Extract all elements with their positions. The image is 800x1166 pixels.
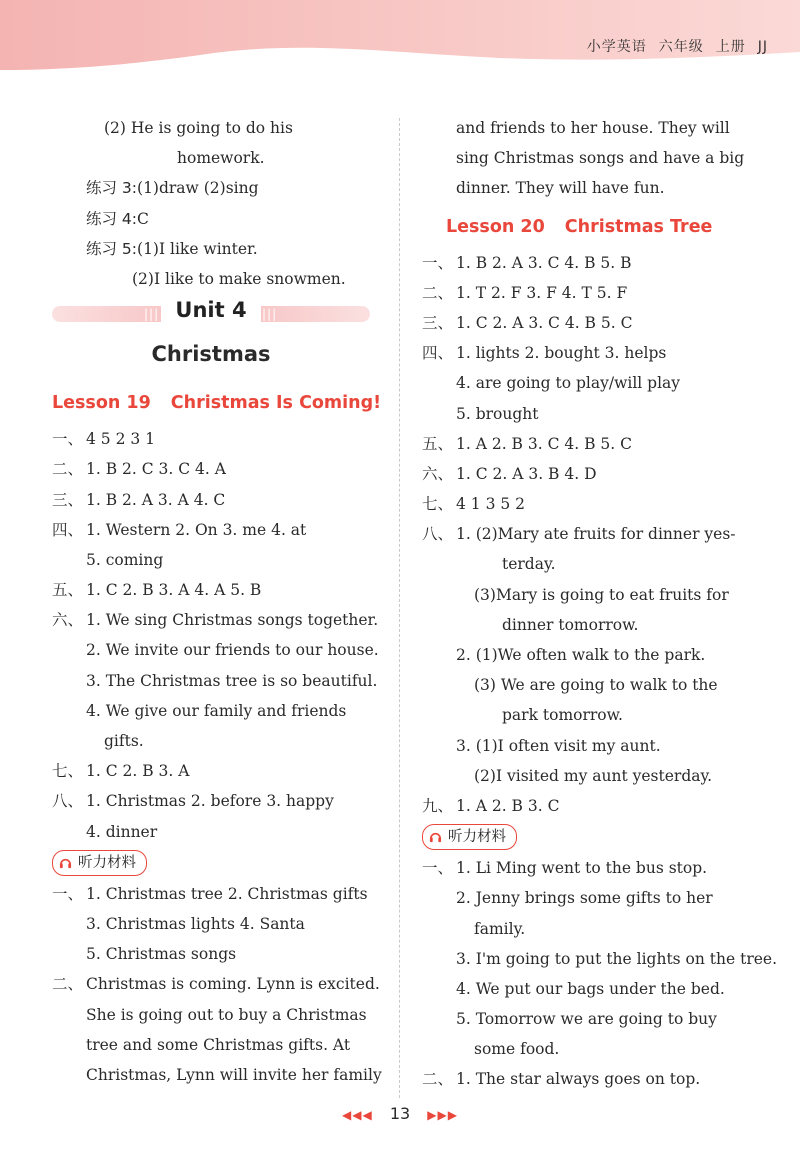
answer-line [52,969,380,999]
answer-text: (3)Mary is going to eat fruits for [474,585,729,604]
left-pre-answers [52,113,372,294]
answer-text: gifts. [104,732,144,750]
answer-line [422,1064,744,1094]
section-label: 二、 [52,975,84,994]
section-label: 一、 [52,884,84,903]
answer-line [52,666,378,696]
answer-text: 3. Christmas lights 4. Santa [86,914,305,933]
section-label: 三、 [422,313,454,332]
answer-line [52,756,372,786]
answer-text: 1. The star always goes on top. [456,1070,701,1089]
page-number: 13 [389,1104,411,1123]
left-column [52,113,382,1090]
answer-text: park tomorrow. [502,706,623,725]
section-label: 六、 [52,611,84,630]
answer-text: 5. Christmas songs [86,945,237,964]
answer-text: 4. dinner [86,822,158,841]
answer-text: 3. The Christmas tree is so beautiful. [86,671,378,690]
answer-text: (1)I like winter. [137,239,258,258]
answer-text: family. [474,919,526,938]
answer-line [52,173,372,203]
answer-line [422,761,744,791]
lesson-name: Christmas Is Coming! [170,393,382,414]
paragraph-line: and friends to her house. They will [456,119,730,137]
answer-text: 1. C 2. B 3. A 4. A 5. B [86,581,262,600]
lesson-title [446,204,744,248]
section-label: 五、 [422,434,454,453]
answer-text: 5. Tomorrow we are going to buy [456,1010,717,1029]
header-volume: 上册 [715,39,746,55]
page-number-footer [0,1104,800,1123]
answer-text: 1. T 2. F 3. F 4. T 5. F [456,283,628,302]
listening-material-badge [422,824,517,850]
answer-line [422,549,744,579]
answer-line [52,234,372,264]
answer-line [422,914,744,944]
answer-line [422,399,744,429]
answer-text: 1. B 2. A 3. A 4. C [86,490,226,509]
lesson-number: Lesson 20 [446,216,545,237]
answer-line [52,545,372,575]
answer-text: dinner tomorrow. [502,615,639,634]
right-column [422,113,778,1095]
paragraph-line: dinner. They will have fun. [456,179,665,198]
answer-line [52,726,372,756]
answer-line [422,731,744,761]
answer-line [422,580,744,610]
answer-text: 1. C 2. A 3. B 4. D [456,464,597,483]
answer-line [422,791,744,821]
section-label: 四、 [52,520,84,539]
unit-header [52,298,372,336]
answer-text: 4. We put our bags under the bed. [456,979,725,998]
answer-line [52,424,372,454]
answer-text: 3. (1)I often visit my aunt. [456,736,661,755]
answer-line [422,308,744,338]
answer-text: 1. Christmas tree 2. Christmas gifts [86,884,368,903]
answer-line [422,853,744,883]
answer-line [422,489,744,519]
column-divider [399,118,400,1098]
section-label: 七、 [52,762,84,781]
answer-text: 2. Jenny brings some gifts to her [456,889,713,908]
answer-line [422,338,744,368]
answer-text: 5. coming [86,550,164,569]
answer-line [422,974,744,1004]
section-label: 五、 [52,581,84,600]
answer-text: (2) He is going to do his [104,119,293,137]
unit-subtitle: Christmas [151,342,271,367]
section-label: 一、 [422,859,454,878]
section-label: 九、 [422,796,454,815]
unit-bar: ||| ||| [52,306,370,322]
answer-text: 1. lights 2. bought 3. helps [456,344,667,363]
answer-line [52,879,372,909]
answer-line [422,1004,744,1034]
answer-text: She is going out to buy a Christmas [86,1005,367,1024]
answer-line [422,429,744,459]
answer-line [422,368,744,398]
answer-line [52,264,372,294]
answer-line [52,605,379,635]
answer-text: C [137,209,149,228]
answer-text: (1)draw (2)sing [137,179,259,198]
exercise-label: 练习 3: [86,179,138,198]
answer-line [52,786,372,816]
section-label: 二、 [422,283,454,302]
section-label: 一、 [422,253,454,272]
answer-text: 1. A 2. B 3. C 4. B 5. C [456,434,632,453]
headphones-icon [429,830,442,843]
lesson-number: Lesson 19 [52,393,151,414]
answer-line [422,610,744,640]
section-label: 三、 [52,490,84,509]
header-subject: 小学英语 [586,39,647,55]
answer-text: 1. We sing Christmas songs together. [86,611,379,630]
answer-text: (2)I visited my aunt yesterday. [474,766,713,785]
answer-line [422,640,744,670]
right-pre-text [422,113,744,204]
listening-list [422,853,778,1095]
answer-text: 5. brought [456,404,539,423]
answer-text: 2. We invite our friends to our house. [86,641,379,660]
left-arrows-icon: ◀◀◀ [342,1108,373,1122]
answer-text: 4. are going to play/will play [456,374,681,393]
section-label: 一、 [52,430,84,449]
answer-line [422,944,778,974]
answer-text: 3. I'm going to put the lights on the tree. [456,949,778,968]
header-grade: 六年级 [658,39,704,55]
answer-text: 1. Christmas 2. before 3. happy [86,792,334,811]
answer-text: 1. A 2. B 3. C [456,796,560,815]
answer-text: 4 5 2 3 1 [86,430,156,449]
answer-line [422,248,744,278]
answer-text: 4. We give our family and friends [86,701,347,720]
answer-text: 1. (2)Mary ate fruits for dinner yes- [456,525,736,544]
headphones-icon [59,856,72,869]
answer-text: 1. C 2. B 3. A [86,762,190,781]
section-label: 七、 [422,495,454,514]
answer-list [52,424,379,847]
answer-line [52,143,372,173]
answer-text: 4 1 3 5 2 [456,495,526,514]
lesson-title [52,380,382,424]
listening-list [52,879,382,1090]
answer-line [422,883,744,913]
answer-line [52,1030,372,1060]
answer-line [52,454,372,484]
answer-line [422,278,744,308]
lesson-name: Christmas Tree [564,216,713,237]
answer-text: 2. (1)We often walk to the park. [456,646,706,664]
answer-line [52,696,372,726]
answer-line [52,1000,372,1030]
answer-line [52,817,372,847]
answer-line [52,113,372,143]
answer-text: 1. B 2. A 3. C 4. B 5. B [456,253,632,272]
answer-line [422,1034,744,1064]
answer-line [52,485,372,515]
answer-text: Christmas is coming. Lynn is excited. [86,975,380,994]
paragraph-line: sing Christmas songs and have a big [456,149,745,168]
listening-label: 听力材料 [78,854,136,871]
answer-line [52,909,372,939]
header-title [575,36,768,56]
answer-line [422,670,744,700]
section-label: 四、 [422,344,454,363]
listening-material-badge [52,850,147,876]
answer-text: 1. C 2. A 3. C 4. B 5. C [456,313,633,332]
answer-line [422,459,744,489]
exercise-label: 练习 4: [86,209,138,228]
section-label: 八、 [422,525,454,544]
answer-line [422,700,744,730]
answer-line [422,519,744,549]
listening-label: 听力材料 [448,829,506,846]
unit-title: Unit 4 [161,298,260,322]
answer-text: tree and some Christmas gifts. At [86,1035,351,1054]
answer-text: homework. [177,149,265,168]
answer-line [52,515,372,545]
answer-list [422,248,744,822]
answer-text: (3) We are going to walk to the [474,676,718,695]
answer-line [52,939,372,969]
section-label: 二、 [52,460,84,479]
answer-line [52,575,372,605]
exercise-label: 练习 5: [86,239,138,258]
section-label: 六、 [422,464,454,483]
header-edition: JJ [757,39,768,55]
answer-text: (2)I like to make snowmen. [132,269,346,288]
answer-line [52,204,372,234]
answer-text: Christmas, Lynn will invite her family [86,1065,382,1084]
answer-text: terday. [502,555,556,574]
answer-text: 1. B 2. C 3. C 4. A [86,460,226,479]
answer-text: 1. Western 2. On 3. me 4. at [86,520,307,539]
section-label: 二、 [422,1070,454,1089]
answer-text: 1. Li Ming went to the bus stop. [456,859,708,878]
answer-line [52,635,379,665]
right-arrows-icon: ▶▶▶ [427,1108,458,1122]
answer-line [52,1060,382,1090]
section-label: 八、 [52,792,84,811]
answer-text: some food. [474,1040,560,1059]
